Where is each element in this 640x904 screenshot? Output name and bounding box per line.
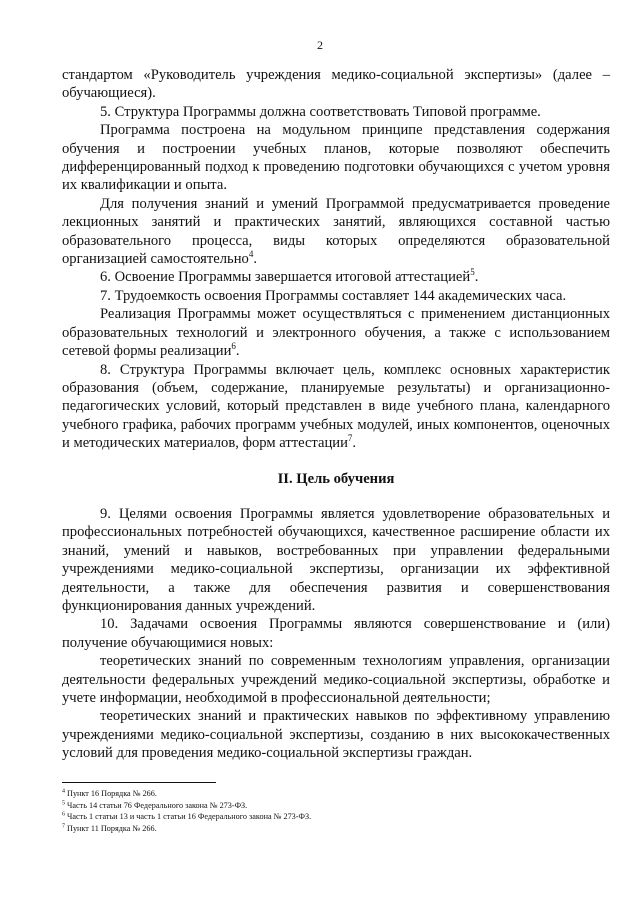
paragraph: 10. Задачами освоения Программы являются совершенствование и (или) получение обучающимися новых: <box>62 616 610 651</box>
footnote-ref: 6 <box>231 341 236 352</box>
paragraph: 9. Целями освоения Программы является удовлетворение образовательных и профессиональных потребностей обучающихся, качественное расширение области их знаний, умений и навыков, востребованных при управлении федеральными учреждениями медико-социальной экспертизы, организации их эффективной деятельности, а также для обеспечения развития и совершенствования функционирования данных учреждений. <box>62 505 610 614</box>
footnote-ref: 5 <box>470 267 475 278</box>
footnote-separator <box>62 782 216 783</box>
page-number: 2 <box>317 38 323 52</box>
paragraph: Для получения знаний и умений Программой предусматривается проведение лекционных занятий и практических занятий, являющихся составной частью образовательного процесса, виды которых определяются образовательной организацией самостоятельно$^4$. <box>62 195 610 268</box>
document-body <box>62 66 610 763</box>
paragraph: теоретических знаний и практических навыков по эффективному управлению учреждениями медико-социальной экспертизы, созданию в них высококачественных условий для проведения медико-социальной экспертизы граждан. <box>62 708 610 762</box>
section-heading: II. Цель обучения <box>277 470 395 487</box>
paragraph: Программа построена на модульном принципе представления содержания обучения и построении учебных планов, которые позволяют обеспечить дифференцированный подход к проведению подготовки обучающихся с учетом уровня их квалификации и опыта. <box>62 122 610 194</box>
paragraph: 5. Структура Программы должна соответствовать Типовой программе. <box>100 103 541 120</box>
paragraph: теоретических знаний по современным технологиям управления, организации деятельности федеральных учреждений медико-социальной экспертизы, обработке и учете информации, необходимой в профессиональной деятельности; <box>62 653 610 706</box>
paragraph: Реализация Программы может осуществляться с применением дистанционных образовательных технологий и электронного обучения, а также с использованием сетевой формы реализации$^6$. <box>62 306 610 360</box>
paragraph: стандартом «Руководитель учреждения медико-социальной экспертизы» (далее – обучающиеся). <box>62 67 610 102</box>
footnote: $^4$ Пункт 16 Порядка № 266. <box>62 788 157 798</box>
paragraph: 7. Трудоемкость освоения Программы составляет 144 академических часа. <box>100 287 567 304</box>
footnote: $^5$ Часть 14 статьи 76 Федерального закона № 273-ФЗ. <box>62 799 248 810</box>
footnote-ref: 4 <box>248 249 254 260</box>
paragraph: 6. Освоение Программы завершается итоговой аттестацией$^5$. <box>100 267 479 286</box>
footnote: $^6$ Часть 1 статьи 13 и часть 1 статьи 16 Федерального закона № 273-ФЗ. <box>62 811 312 821</box>
paragraph: 8. Структура Программы включает цель, комплекс основных характеристик образования (объем, содержание, планируемые результаты) и организационно-педагогических условий, который представлен в виде учебного плана, календарного учебного графика, рабочих программ учебных модулей, иных компонентов, оценочных и методических материалов, форм аттестации$^7$. <box>62 361 610 452</box>
footnote-ref: 7 <box>347 433 353 444</box>
footnote: $^7$ Пункт 11 Порядка № 266. <box>62 822 157 833</box>
footnotes <box>62 788 610 834</box>
